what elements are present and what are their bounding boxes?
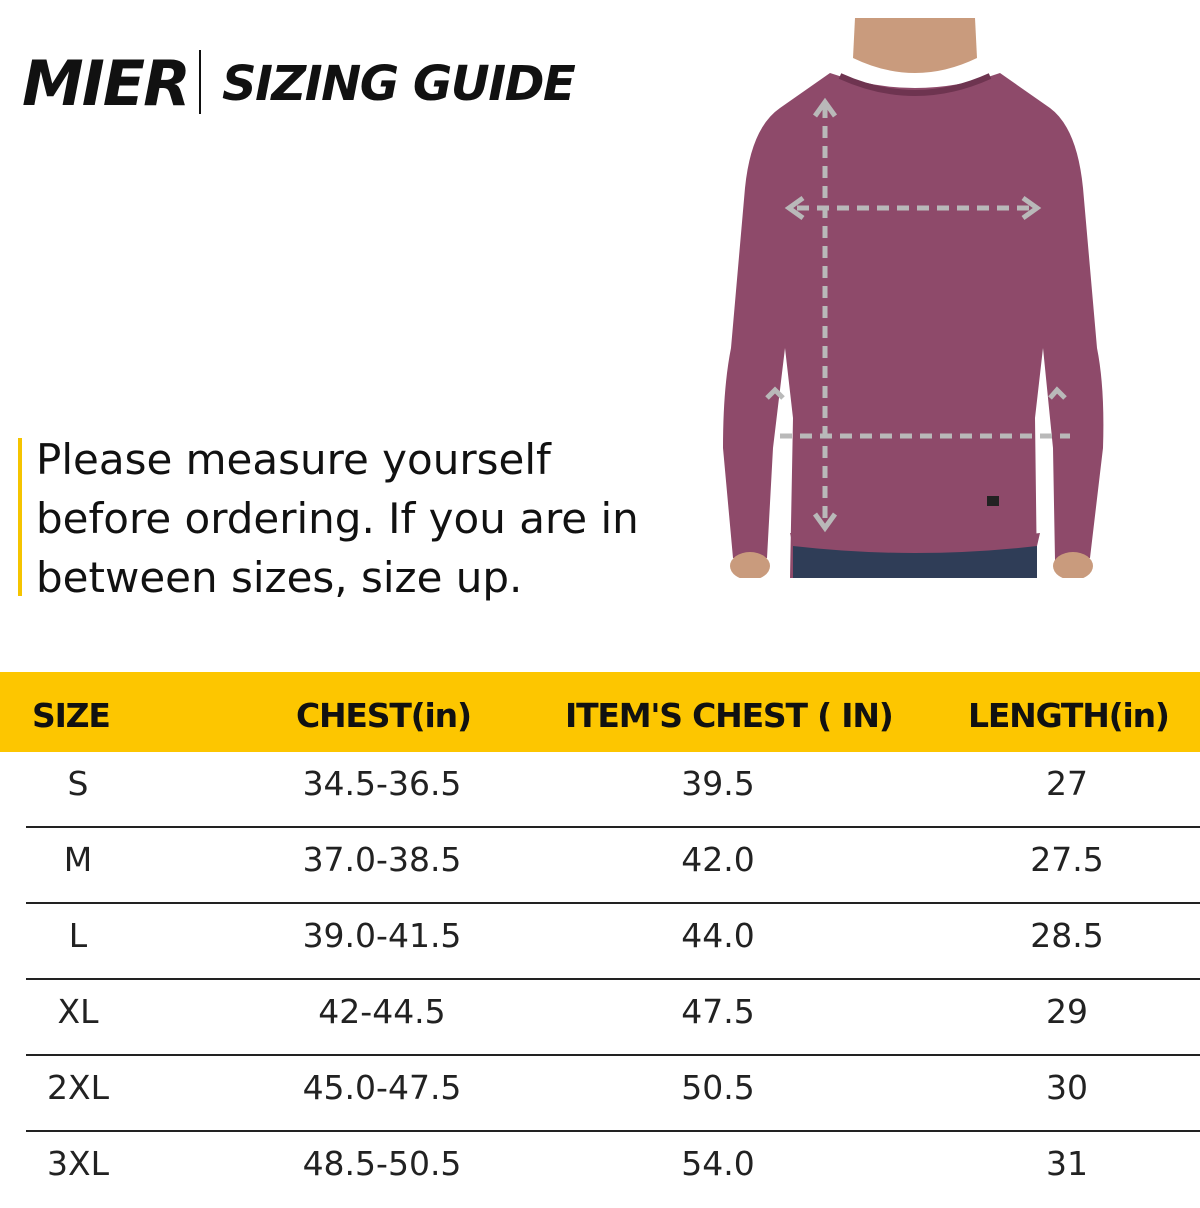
size-cell: XL xyxy=(57,992,99,1031)
column-header-size: SIZE xyxy=(32,696,110,735)
length-cell: 30 xyxy=(1046,1068,1088,1107)
item-chest-cell: 54.0 xyxy=(681,1144,755,1183)
chest-cell: 45.0-47.5 xyxy=(302,1068,462,1107)
item-chest-cell: 42.0 xyxy=(681,840,755,879)
length-cell: 29 xyxy=(1046,992,1088,1031)
chest-cell: 34.5-36.5 xyxy=(302,764,462,803)
page-title: SIZING GUIDE xyxy=(222,56,575,112)
table-row xyxy=(0,904,1200,980)
column-header-item-chest: ITEM'S CHEST ( IN) xyxy=(565,696,893,735)
table-row xyxy=(0,828,1200,904)
item-chest-cell: 50.5 xyxy=(681,1068,755,1107)
size-cell: 2XL xyxy=(47,1068,109,1107)
length-cell: 27.5 xyxy=(1030,840,1104,879)
chest-cell: 42-44.5 xyxy=(318,992,446,1031)
length-cell: 28.5 xyxy=(1030,916,1104,955)
size-cell: S xyxy=(67,764,89,803)
column-header-chest: CHEST(in) xyxy=(296,696,471,735)
title-divider xyxy=(199,50,201,114)
intro-line: before ordering. If you are in xyxy=(36,494,639,543)
size-cell: 3XL xyxy=(47,1144,109,1183)
intro-accent-bar xyxy=(18,438,22,596)
intro-note xyxy=(36,430,656,607)
size-table-header xyxy=(0,672,1200,752)
intro-line: between sizes, size up. xyxy=(36,553,523,602)
table-row xyxy=(0,1132,1200,1208)
model-measurement-illustration xyxy=(705,18,1125,578)
table-row xyxy=(0,1056,1200,1132)
length-cell: 27 xyxy=(1046,764,1088,803)
item-chest-cell: 47.5 xyxy=(681,992,755,1031)
size-cell: L xyxy=(68,916,88,955)
chest-cell: 39.0-41.5 xyxy=(302,916,462,955)
length-cell: 31 xyxy=(1046,1144,1088,1183)
item-chest-cell: 44.0 xyxy=(681,916,755,955)
chest-cell: 48.5-50.5 xyxy=(302,1144,462,1183)
table-row xyxy=(0,752,1200,828)
brand-logo: MIER xyxy=(22,47,189,120)
intro-line: Please measure yourself xyxy=(36,435,551,484)
column-header-length: LENGTH(in) xyxy=(968,696,1169,735)
size-cell: M xyxy=(63,840,93,879)
chest-cell: 37.0-38.5 xyxy=(302,840,462,879)
item-chest-cell: 39.5 xyxy=(681,764,755,803)
table-row xyxy=(0,980,1200,1056)
